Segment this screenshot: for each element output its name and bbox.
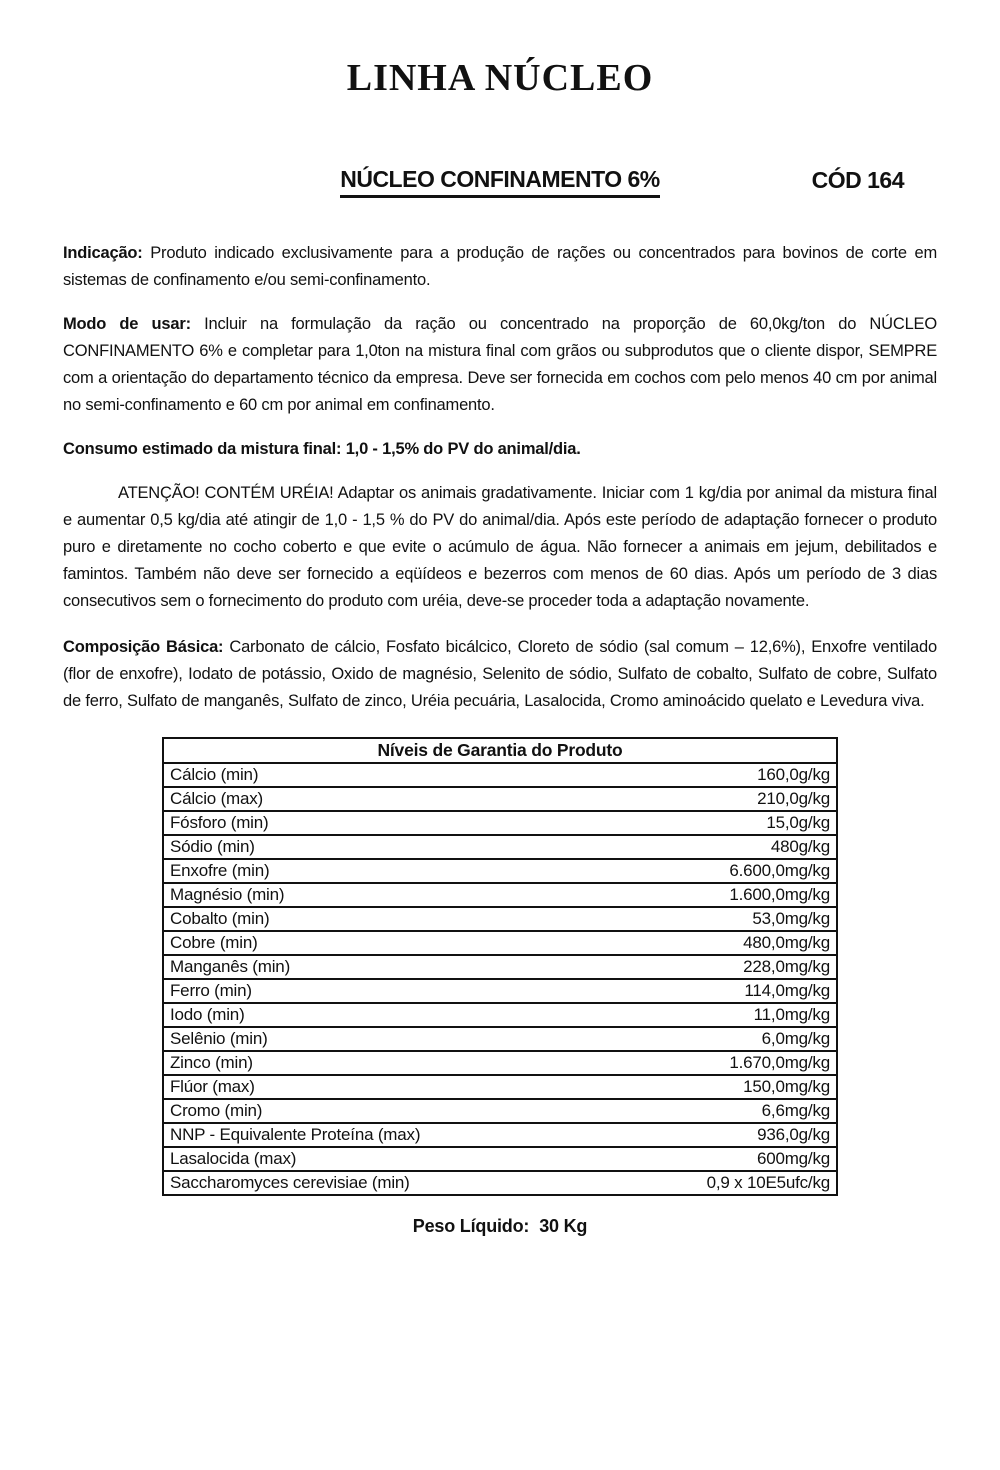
composicao-text: Carbonato de cálcio, Fosfato bicálcico, Cloreto de sódio (sal comum – 12,6%), Enxofre ventilado (flor de enxofre), Iodato de potássio, Oxido de magnésio, Selenito de sódio, Sulfato de cobalto, Sulfato de cobre, Sulfato de ferro, Sulfato de manganês, Sulfato de zinco, Uréia pecuária, Lasalocida, Cromo aminoácido quelato e Levedura viva. [63,638,937,710]
row-value: 600mg/kg [756,1149,830,1168]
row-value: 160,0g/kg [757,765,830,784]
row-label: Manganês (min) [170,957,291,976]
table-row [164,1170,836,1194]
row-label: Saccharomyces cerevisiae (min) [170,1173,410,1192]
table-row [164,978,836,1002]
row-label: Sódio (min) [170,837,255,856]
row-value: 210,0g/kg [757,789,830,808]
row-value: 6.600,0mg/kg [729,861,830,880]
table-row [164,762,836,786]
row-label: Flúor (max) [170,1077,255,1096]
row-label: Cálcio (min) [170,765,259,784]
row-value: 11,0mg/kg [753,1005,830,1024]
table-row [164,1026,836,1050]
row-value: 228,0mg/kg [743,957,830,976]
table-row [164,930,836,954]
table-row [164,1050,836,1074]
table-row [164,834,836,858]
row-label: Cobalto (min) [170,909,270,928]
document-body [0,240,1000,715]
table-row [164,954,836,978]
indicacao-label: Indicação: [63,244,143,262]
row-value: 1.670,0mg/kg [729,1053,830,1072]
section-consumo: Consumo estimado da mistura final: 1,0 - 1,5% do PV do animal/dia. [63,440,581,458]
row-value: 6,6mg/kg [761,1101,830,1120]
row-label: NNP - Equivalente Proteína (max) [170,1125,421,1144]
section-composicao [63,634,937,715]
row-label: Cálcio (max) [170,789,264,808]
row-label: Lasalocida (max) [170,1149,297,1168]
row-label: Ferro (min) [170,981,252,1000]
table-row [164,810,836,834]
table-row [164,1002,836,1026]
row-value: 53,0mg/kg [752,909,830,928]
composicao-label: Composição Básica: [63,638,224,656]
modo-de-usar-text: Incluir na formulação da ração ou concentrado na proporção de 60,0kg/ton do NÚCLEO CONFINAMENTO 6% e completar para 1,0ton na mistura final com grãos ou subprodutos que o cliente dispor, SEMPRE com a orientação do departamento técnico da empresa. Deve ser fornecida em cochos com pelo menos 40 cm por animal no semi-confinamento e 60 cm por animal em confinamento. [63,315,937,414]
table-row [164,1074,836,1098]
net-weight-value: 30 Kg [539,1216,588,1236]
table-row [164,1122,836,1146]
modo-de-usar-label: Modo de usar: [63,315,191,333]
row-value: 480,0mg/kg [743,933,830,952]
guarantee-table [162,737,838,1196]
indicacao-text: Produto indicado exclusivamente para a produção de rações ou concentrados para bovinos de corte em sistemas de confinamento e/ou semi-confinamento. [63,244,937,289]
row-label: Selênio (min) [170,1029,268,1048]
section-indicacao [63,240,937,294]
table-row [164,1098,836,1122]
table-row [164,1146,836,1170]
row-value: 936,0g/kg [757,1125,830,1144]
row-value: 0,9 x 10E5ufc/kg [706,1173,830,1192]
net-weight-label: Peso Líquido: [412,1216,530,1236]
section-modo-de-usar [63,311,937,419]
product-code: CÓD 164 [811,167,904,193]
net-weight [0,1216,1000,1237]
guarantee-table-header: Níveis de Garantia do Produto [377,740,623,760]
product-header [0,166,1000,198]
document-title: LINHA NÚCLEO [346,57,654,99]
row-label: Zinco (min) [170,1053,253,1072]
product-name: NÚCLEO CONFINAMENTO 6% [340,166,660,198]
section-atencao: ATENÇÃO! CONTÉM URÉIA! Adaptar os animais gradativamente. Iniciar com 1 kg/dia por animal da mistura final e aumentar 0,5 kg/dia até atingir de 1,0 - 1,5 % do PV do animal/dia. Após este período de adaptação fornecer o produto puro e diretamente no cocho coberto e que evite o acúmulo de água. Não fornecer a animais em jejum, debilitados e famintos. Também não deve ser fornecido a eqüídeos e bezerros com menos de 60 dias. Após um período de 3 dias consecutivos sem o fornecimento do produto com uréia, deve-se proceder toda a adaptação novamente. [63,484,937,610]
row-label: Cobre (min) [170,933,258,952]
table-row [164,882,836,906]
table-row [164,906,836,930]
row-label: Magnésio (min) [170,885,285,904]
row-value: 480g/kg [770,837,830,856]
row-value: 150,0mg/kg [743,1077,830,1096]
row-label: Cromo (min) [170,1101,263,1120]
row-value: 114,0mg/kg [744,981,830,1000]
row-label: Iodo (min) [170,1005,245,1024]
row-label: Enxofre (min) [170,861,270,880]
row-value: 6,0mg/kg [761,1029,830,1048]
row-value: 15,0g/kg [766,813,830,832]
row-value: 1.600,0mg/kg [729,885,830,904]
table-row [164,786,836,810]
guarantee-table-body [164,762,836,1194]
page [0,56,1000,1237]
row-label: Fósforo (min) [170,813,269,832]
table-row [164,858,836,882]
